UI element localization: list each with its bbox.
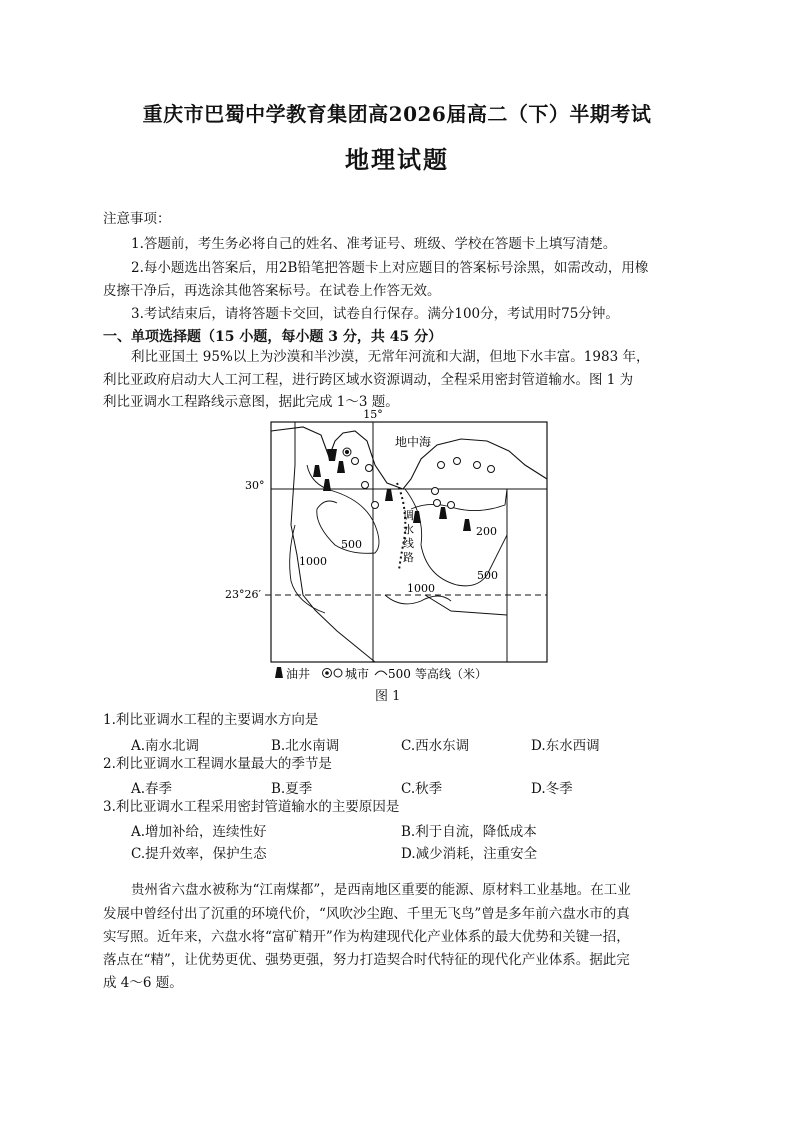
- oil-well-icon: [439, 507, 447, 519]
- legend-oil: 油井: [286, 667, 311, 680]
- passage2-line-5: 成 4～6 题。: [103, 975, 183, 991]
- q1-option-d[interactable]: D.东水西调: [531, 738, 600, 754]
- figure-caption: 图 1: [375, 689, 401, 704]
- passage2-line-2: 发展中曾经付出了沉重的环境代价，“风吹沙尘跑、千里无飞鸟”曾是多年前六盘水市的真: [103, 906, 630, 922]
- q3-option-c[interactable]: C.提升效率，保护生态: [131, 846, 267, 862]
- q1-option-b[interactable]: B.北水南调: [271, 738, 340, 754]
- intro-line-2: 利比亚政府启动大人工河工程，进行跨区域水资源调动，全程采用密封管道输水。图 1 为: [103, 372, 634, 388]
- intro-line-3: 利比亚调水工程路线示意图，据此完成 1～3 题。: [103, 394, 399, 410]
- oil-well-icon: [413, 511, 421, 523]
- notice-item-1: 1.答题前，考生务必将自己的姓名、准考证号、班级、学校在答题卡上填写清楚。: [131, 236, 617, 252]
- contour-label-1000-w: 1000: [299, 555, 327, 568]
- q3-option-b[interactable]: B.利于自流，降低成本: [401, 824, 537, 840]
- notice-heading: 注意事项：: [103, 211, 171, 227]
- city-icon: [474, 462, 481, 469]
- contour-label-500-e: 500: [477, 569, 498, 582]
- city-icon: [438, 462, 445, 469]
- legend-city: 城市: [345, 667, 370, 680]
- route-char-2: 水: [403, 523, 414, 536]
- lon-label: 15°: [363, 408, 383, 421]
- oil-well-icon: [323, 479, 331, 491]
- libya-water-map: [225, 405, 565, 680]
- legend-contour: 等高线（米）: [415, 667, 488, 680]
- city-icon: [352, 458, 359, 465]
- legend-city-icon: [334, 669, 342, 677]
- oil-wells: [313, 449, 471, 531]
- q2-option-b[interactable]: B.夏季: [271, 781, 313, 797]
- q3-option-d[interactable]: D.减少消耗，注重安全: [401, 846, 538, 862]
- section-heading: 一、单项选择题（15 小题，每小题 3 分，共 45 分）: [103, 329, 443, 345]
- q1-option-a[interactable]: A.南水北调: [131, 738, 200, 754]
- oil-well-icon: [327, 449, 337, 461]
- route-char-3: 线: [403, 537, 414, 550]
- passage2-line-1: 贵州省六盘水被称为“江南煤都”，是西南地区重要的能源、原材料工业基地。在工业: [131, 882, 631, 898]
- exam-title: 重庆市巴蜀中学教育集团高2026届高二（下）半期考试: [142, 102, 652, 126]
- passage2-line-3: 实写照。近年来，六盘水将“富矿精开”作为构建现代化产业体系的最大优势和关键一招，: [103, 929, 630, 945]
- city-icon: [432, 488, 439, 495]
- passage2-line-4: 落点在“精”，让优势更优、强势更强，努力打造契合时代特征的现代化产业体系。据此完: [103, 952, 630, 968]
- oil-well-icon: [385, 489, 393, 501]
- question-2-stem: 2.利比亚调水工程调水量最大的季节是: [103, 756, 332, 772]
- question-3-stem: 3.利比亚调水工程采用密封管道输水的主要原因是: [103, 799, 400, 815]
- notice-item-3: 3.考试结束后，请将答题卡交回，试卷自行保存。满分100分，考试用时75分钟。: [131, 306, 619, 322]
- capital-dot: [345, 450, 348, 453]
- notice-item-2: 2.每小题选出答案后，用2B铅笔把答题卡上对应题目的答案标号涂黑，如需改动，用橡: [131, 260, 649, 276]
- q2-option-d[interactable]: D.冬季: [531, 781, 573, 797]
- oil-well-icon: [463, 519, 471, 531]
- contour-label-200-e: 200: [476, 525, 497, 538]
- legend-contour-sample: 500: [388, 667, 411, 680]
- contour-1000-south: [385, 595, 451, 604]
- lat30-label: 30°: [245, 479, 265, 492]
- south-east-border: [425, 595, 507, 615]
- legend-oil-icon: [275, 667, 283, 678]
- city-icon: [372, 502, 379, 509]
- city-icon: [366, 465, 373, 472]
- city-icon: [434, 500, 441, 507]
- city-icon: [448, 502, 455, 509]
- city-icon: [488, 466, 495, 473]
- lat2326-label: 23°26′: [225, 588, 261, 601]
- q1-option-c[interactable]: C.西水东调: [401, 738, 470, 754]
- question-1-stem: 1.利比亚调水工程的主要调水方向是: [103, 712, 319, 728]
- oil-well-icon: [337, 461, 345, 473]
- city-icon: [362, 482, 369, 489]
- sea-label: 地中海: [395, 435, 432, 449]
- subject-title: 地理试题: [345, 145, 449, 174]
- intro-line-1: 利比亚国土 95%以上为沙漠和半沙漠，无常年河流和大湖，但地下水丰富。1983 年，: [131, 349, 650, 365]
- contour-label-500-w: 500: [341, 538, 362, 551]
- oil-well-icon: [313, 465, 321, 477]
- notice-item-2-cont: 皮擦干净后，再选涂其他答案标号。在试卷上作答无效。: [103, 283, 441, 299]
- contour-200-east: [411, 489, 507, 511]
- q2-option-c[interactable]: C.秋季: [401, 781, 443, 797]
- cities: [343, 448, 495, 509]
- q2-option-a[interactable]: A.春季: [131, 781, 173, 797]
- legend-contour-icon: [375, 671, 387, 675]
- city-icon: [454, 458, 461, 465]
- contour-label-1000-s: 1000: [407, 582, 435, 595]
- q3-option-a[interactable]: A.增加补给，连续性好: [131, 824, 267, 840]
- route-char-1: 调: [403, 509, 414, 522]
- route-char-4: 路: [403, 551, 414, 564]
